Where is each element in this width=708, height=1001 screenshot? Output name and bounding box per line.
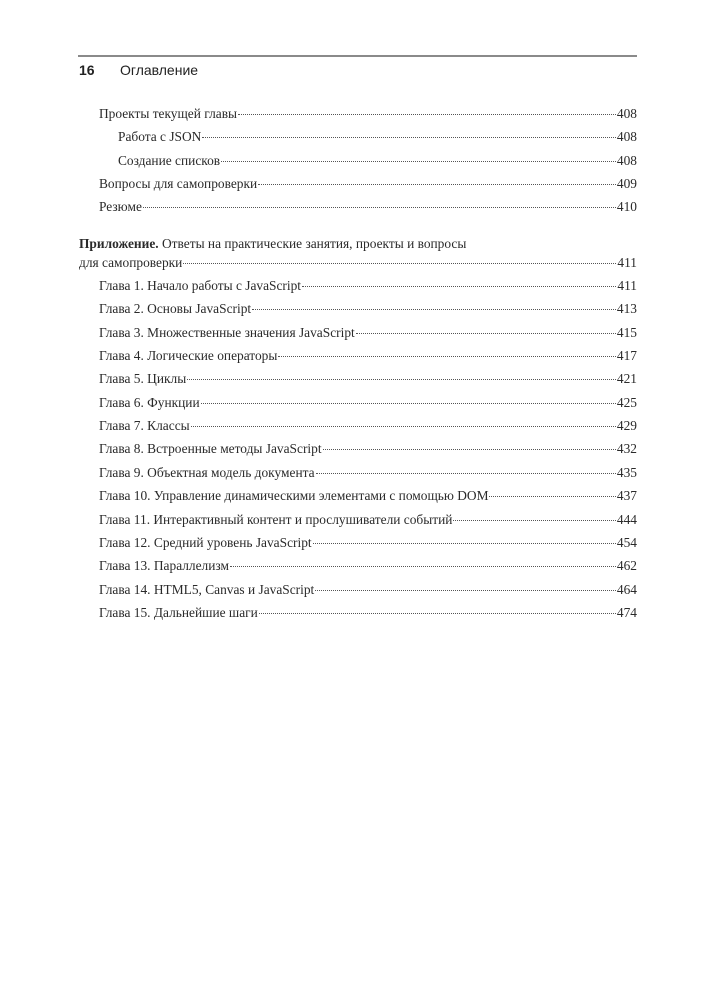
entry-title: Проекты текущей главы bbox=[99, 106, 238, 121]
entry-title: Глава 12. Средний уровень JavaScript bbox=[99, 534, 312, 550]
entry-page: 408 bbox=[616, 129, 637, 145]
toc-entry[interactable] bbox=[79, 580, 637, 603]
dot-leader bbox=[278, 356, 616, 357]
dot-leader bbox=[201, 403, 616, 404]
dot-leader bbox=[187, 379, 616, 380]
dot-leader bbox=[315, 590, 616, 591]
entry-title: Глава 14. HTML5, Canvas и JavaScript bbox=[99, 581, 315, 597]
dot-leader bbox=[221, 161, 616, 162]
entry-title: Глава 13. Параллелизм bbox=[99, 558, 229, 574]
entry-page: 410 bbox=[616, 199, 637, 215]
toc-entry[interactable] bbox=[79, 323, 637, 346]
entry-title: Глава 11. Интерактивный контент и прослушиватели событий bbox=[99, 511, 453, 527]
entry-page: 437 bbox=[616, 488, 637, 504]
dot-leader bbox=[230, 566, 616, 567]
entry-page: 464 bbox=[616, 581, 637, 597]
entry-title: Глава 8. Встроенные методы JavaScript bbox=[99, 441, 322, 457]
dot-leader bbox=[252, 309, 616, 310]
entry-title: Работа с JSON bbox=[118, 129, 202, 145]
dot-leader bbox=[453, 520, 615, 521]
entry-page: 444 bbox=[616, 511, 637, 527]
toc-entry[interactable] bbox=[79, 603, 637, 626]
appendix-page: 411 bbox=[617, 254, 637, 270]
toc-entry[interactable] bbox=[79, 174, 637, 197]
toc-entry[interactable] bbox=[79, 439, 637, 462]
entry-page: 417 bbox=[616, 348, 637, 364]
toc-entry[interactable] bbox=[79, 463, 637, 486]
appendix-title bbox=[79, 235, 637, 253]
toc-entry[interactable] bbox=[79, 346, 637, 369]
toc-entry[interactable] bbox=[79, 486, 637, 509]
toc-entry[interactable] bbox=[79, 151, 637, 174]
entry-title: Глава 7. Классы bbox=[99, 418, 190, 434]
dot-leader bbox=[202, 137, 616, 138]
dot-leader bbox=[302, 286, 616, 287]
entry-title: Глава 4. Логические операторы bbox=[99, 348, 278, 364]
table-of-contents bbox=[79, 104, 637, 626]
entry-title: Глава 3. Множественные значения JavaScript bbox=[99, 324, 355, 340]
entry-page: 429 bbox=[616, 418, 637, 434]
entry-page: 421 bbox=[616, 371, 637, 387]
toc-entry[interactable] bbox=[79, 276, 637, 299]
dot-leader bbox=[323, 449, 616, 450]
entry-title: Глава 1. Начало работы с JavaScript bbox=[99, 278, 302, 294]
appendix-title-line1: Ответы на практические занятия, проекты и вопросы bbox=[162, 235, 467, 251]
dot-leader bbox=[356, 333, 616, 334]
toc-entry[interactable] bbox=[79, 127, 637, 150]
toc-entry[interactable] bbox=[79, 533, 637, 556]
toc-entry[interactable] bbox=[79, 393, 637, 416]
toc-entry[interactable] bbox=[79, 369, 637, 392]
toc-entry[interactable] bbox=[79, 510, 637, 533]
entry-title: Резюме bbox=[99, 199, 142, 215]
dot-leader bbox=[143, 207, 616, 208]
entry-page: 462 bbox=[616, 558, 637, 574]
dot-leader bbox=[238, 114, 616, 115]
entry-page: 435 bbox=[616, 464, 637, 480]
entry-title: Глава 6. Функции bbox=[99, 394, 200, 410]
toc-entry-appendix[interactable] bbox=[79, 253, 637, 276]
appendix-label: Приложение. bbox=[79, 235, 159, 251]
toc-entry[interactable] bbox=[79, 104, 637, 127]
entry-title: Глава 9. Объектная модель документа bbox=[99, 464, 315, 480]
entry-title: Глава 5. Циклы bbox=[99, 371, 187, 387]
entry-page: 413 bbox=[616, 301, 637, 317]
entry-page: 425 bbox=[616, 394, 637, 410]
entry-page: 432 bbox=[616, 441, 637, 457]
dot-leader bbox=[259, 613, 616, 614]
header-rule bbox=[78, 55, 637, 57]
dot-leader bbox=[316, 473, 616, 474]
entry-page: 409 bbox=[616, 176, 637, 192]
entry-title: Глава 10. Управление динамическими элементами с помощью DOM bbox=[99, 488, 489, 504]
entry-title: Глава 15. Дальнейшие шаги bbox=[99, 604, 258, 620]
dot-leader bbox=[183, 263, 616, 264]
entry-page: 411 bbox=[617, 278, 637, 294]
entry-page: 474 bbox=[616, 604, 637, 620]
toc-entry[interactable] bbox=[79, 556, 637, 579]
entry-page: 415 bbox=[616, 324, 637, 340]
running-title: Оглавление bbox=[120, 62, 199, 78]
dot-leader bbox=[489, 496, 615, 497]
entry-page: 408 bbox=[616, 152, 637, 168]
toc-entry[interactable] bbox=[79, 416, 637, 439]
running-header bbox=[79, 62, 198, 78]
dot-leader bbox=[258, 184, 616, 185]
appendix-title-line2: для самопроверки bbox=[79, 254, 183, 270]
entry-title: Создание списков bbox=[118, 152, 221, 168]
entry-page: 454 bbox=[616, 534, 637, 550]
entry-title: Глава 2. Основы JavaScript bbox=[99, 301, 252, 317]
page-number: 16 bbox=[79, 62, 95, 78]
dot-leader bbox=[191, 426, 616, 427]
toc-entry[interactable] bbox=[79, 299, 637, 322]
toc-entry[interactable] bbox=[79, 197, 637, 220]
dot-leader bbox=[313, 543, 616, 544]
entry-page: 408 bbox=[616, 106, 637, 121]
entry-title: Вопросы для самопроверки bbox=[99, 176, 258, 192]
